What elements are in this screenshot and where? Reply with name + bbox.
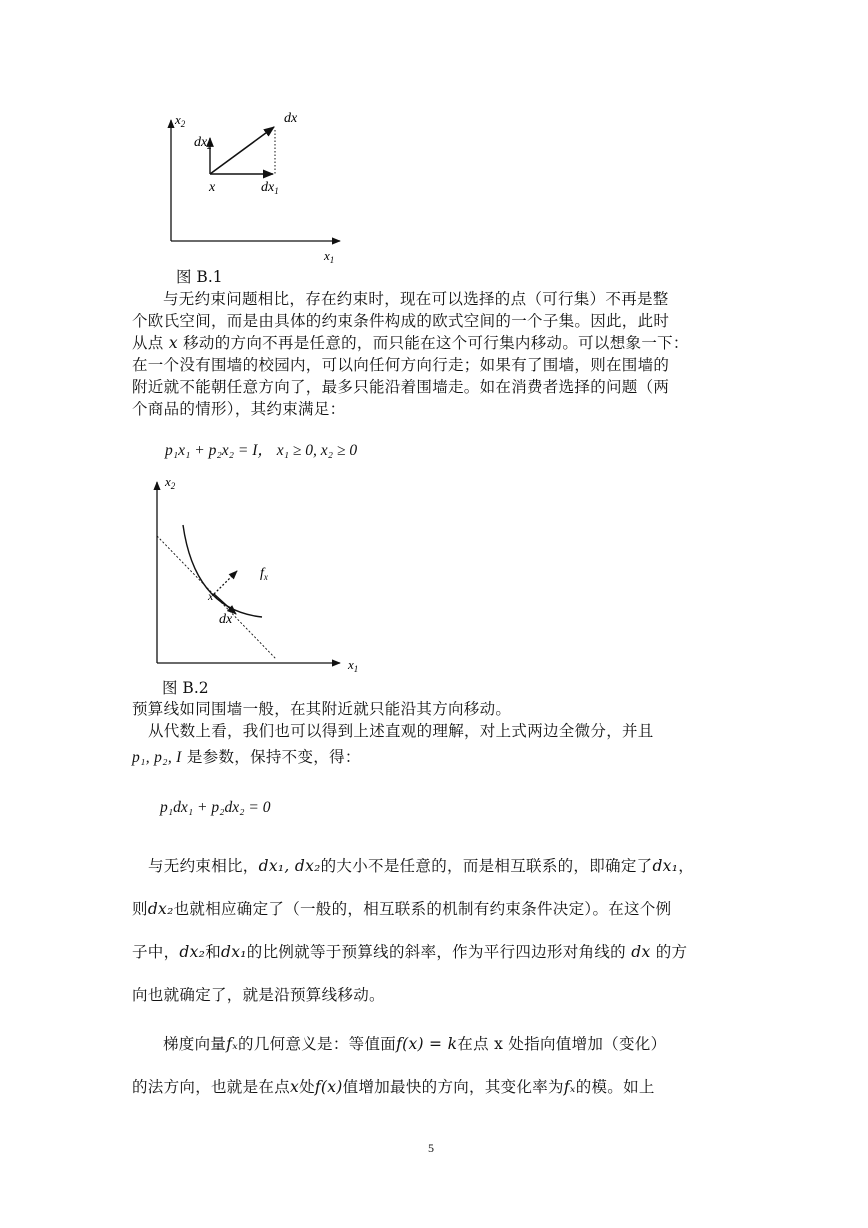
fig1-label-dx: dx (284, 111, 298, 126)
para1-line4: 在一个没有围墙的校园内，可以向任何方向行走；如果有了围墙，则在围墙的 (132, 356, 670, 374)
para3-line1: 与无约束相比，dx₁, dx₂的大小不是任意的，而是相互联系的，即确定了dx₁， (148, 857, 695, 875)
para2-line3: p₁, p₂, I 是参数，保持不变，得： (132, 748, 361, 766)
fig1-label-dx2: $dx_2$ (194, 135, 212, 151)
para3-line4: 向也就确定了，就是沿预算线移动。 (132, 986, 385, 1004)
figure-b1 (150, 100, 360, 270)
fig2-dx-arrow (214, 594, 236, 614)
fig2-label-x1: $x_1$ (348, 657, 359, 674)
fig2-fx-arrow (214, 571, 237, 594)
fig2-label-x: x (208, 589, 214, 603)
para1-line1: 与无约束问题相比，存在约束时，现在可以选择的点（可行集）不再是整 (163, 290, 669, 308)
paragraph-1 (132, 288, 736, 420)
fig1-label-x2: $x_2$ (175, 112, 186, 129)
paragraph-2 (132, 698, 736, 769)
paragraph-4 (132, 1023, 736, 1109)
para2-line2: 从代数上看，我们也可以得到上述直观的理解，对上式两边全微分，并且 (148, 722, 654, 740)
figure-b2 (140, 470, 380, 680)
para1-line2: 个欧氏空间，而是由具体的约束条件构成的欧式空间的一个子集。因此，此时 (132, 312, 670, 330)
fig1-label-dx1: $dx_1$ (261, 180, 279, 196)
fig2-label-dx: dx (219, 612, 233, 627)
equation-total-differential: p₁dx₁ + p₂dx₂ = 0 (160, 799, 271, 816)
para3-line3: 子中，dx₂和dx₁的比例就等于预算线的斜率，作为平行四边形对角线的 dx 的方 (132, 943, 688, 961)
para1-line3: 从点 x 移动的方向不再是任意的，而只能在这个可行集内移动。可以想象一下： (132, 334, 689, 352)
para2-line1: 预算线如同围墙一般，在其附近就只能沿其方向移动。 (132, 700, 512, 718)
equation-budget-constraint: p₁x₁ + p₂x₂ = I， x₁ ≥ 0, x₂ ≥ 0 (165, 442, 358, 459)
fig2-indifference-curve (183, 525, 262, 617)
fig1-label-x1: $x_1$ (324, 248, 335, 265)
para1-line5: 附近就不能朝任意方向了，最多只能沿着围墙走。如在消费者选择的问题（两 (132, 378, 670, 396)
para4-line2: 的法方向，也就是在点x处f(x)值增加最快的方向，其变化率为fₓ的模。如上 (132, 1078, 655, 1096)
fig1-dx-arrow (210, 127, 274, 174)
paragraph-3 (132, 845, 736, 1017)
para1-line6: 个商品的情形），其约束满足： (132, 400, 346, 418)
fig2-caption: 图 B.2 (162, 679, 209, 697)
fig1-label-x: x (209, 180, 216, 195)
para4-line1: 梯度向量fₓ的几何意义是：等值面f(x) = k在点 x 处指向值增加（变化） (163, 1035, 667, 1053)
fig2-label-x2: $x_2$ (165, 474, 176, 491)
fig1-caption: 图 B.1 (176, 268, 223, 286)
fig2-label-fx: $f_x$ (260, 566, 268, 582)
para3-line2: 则dx₂也就相应确定了（一般的，相互联系的机制有约束条件决定）。在这个例 (132, 900, 672, 918)
page-number: 5 (428, 1141, 434, 1155)
